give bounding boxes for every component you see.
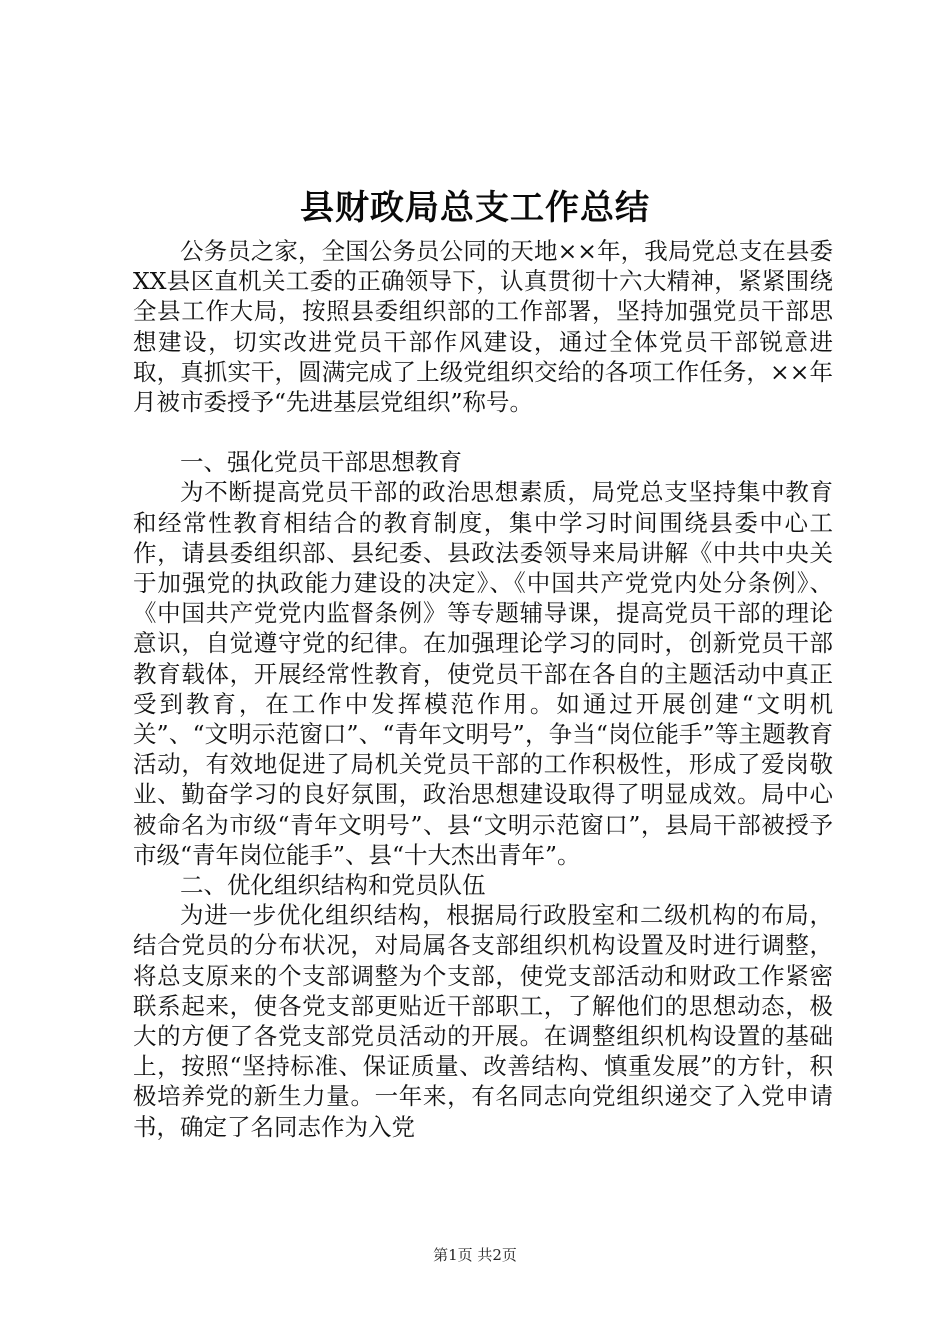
document-body: [133, 236, 833, 1142]
section-1-paragraph: 为不断提高党员干部的政治思想素质，局党总支坚持集中教育和经常性教育相结合的教育制度，集中学习时间围绕县委中心工作，请县委组织部、县纪委、县政法委领导来局讲解《中共中央关于加强党的执政能力建设的决定》、《中国共产党党内处分条例》、《中国共产党党内监督条例》等专题辅导课，提高党员干部的理论意识，自觉遵守党的纪律。在加强理论学习的同时，创新党员干部教育载体，开展经常性教育，使党员干部在各自的主题活动中真正受到教育，在工作中发挥模范作用。如通过开展创建“文明机关”、“文明示范窗口”、“青年文明号”，争当“岗位能手”等主题教育活动，有效地促进了局机关党员干部的工作积极性，形成了爱岗敬业、勤奋学习的良好氛围，政治思想建设取得了明显成效。局中心被命名为市级“青年文明号”、县“文明示范窗口”，县局干部被授予市级“青年岗位能手”、县“十大杰出青年”。: [133, 478, 833, 869]
section-heading-2: 二、优化组织结构和党员队伍: [180, 871, 486, 900]
document-title: 县财政局总支工作总结: [300, 188, 650, 228]
paragraph-gap: [133, 417, 833, 447]
intro-paragraph: 公务员之家，全国公务员公同的天地××年，我局党总支在县委XX县区直机关工委的正确领导下，认真贯彻十六大精神，紧紧围绕全县工作大局，按照县委组织部的工作部署，坚持加强党员干部思想建设，切实改进党员干部作风建设，通过全体党员干部锐意进取，真抓实干，圆满完成了上级党组织交给的各项工作任务，××年月被市委授予“先进基层党组织”称号。: [133, 237, 833, 417]
section-heading-1: 一、强化党员干部思想教育: [180, 448, 462, 477]
page-number-footer: 第1页 共2页: [433, 1246, 517, 1264]
section-2-paragraph: 为进一步优化组织结构，根据局行政股室和二级机构的布局，结合党员的分布状况，对局属各支部组织机构设置及时进行调整，将总支原来的个支部调整为个支部，使党支部活动和财政工作紧密联系起来，使各党支部更贴近干部职工，了解他们的思想动态，极大的方便了各党支部党员活动的开展。在调整组织机构设置的基础上，按照“坚持标准、保证质量、改善结构、慎重发展”的方针，积极培养党的新生力量。一年来，有名同志向党组织递交了入党申请书，确定了名同志作为入党: [133, 901, 833, 1141]
